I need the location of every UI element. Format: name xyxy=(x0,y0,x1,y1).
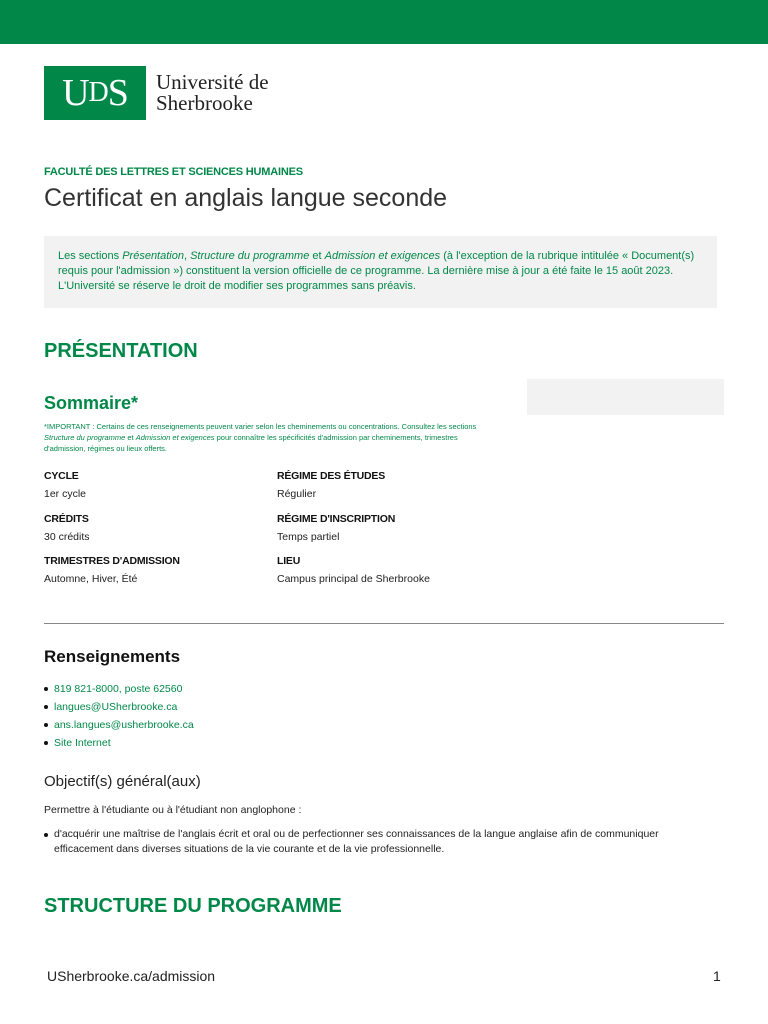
contact-phone-link[interactable]: 819 821-8000, poste 62560 xyxy=(44,680,194,698)
notice-em-presentation: Présentation xyxy=(122,250,184,262)
uds-logo-mark xyxy=(44,66,146,120)
important-em-structure: Structure du programme xyxy=(44,433,126,442)
contact-website-link[interactable]: Site Internet xyxy=(44,734,194,752)
fact-regime-inscription xyxy=(277,513,507,543)
structure-heading: STRUCTURE DU PROGRAMME xyxy=(44,895,342,917)
contact-email-ans-link[interactable]: ans.langues@usherbrooke.ca xyxy=(44,716,194,734)
logo-mark-glyph-d: D xyxy=(88,77,108,108)
objectif-item: d'acquérir une maîtrise de l'anglais écrit et oral ou de perfectionner ses connaissances de la langue anglaise afin de communiquer efficacement dans diverses situations de la vie courante et de la vie professionnelle. xyxy=(44,827,684,857)
logo-name-line1: Université de xyxy=(156,70,269,94)
notice-text-4: (à l'exception de la rubrique intitulée « Document(s) requis pour l'admission ») constituent la version officielle de ce programme. La dernière mise à jour a été faite le 15 août 2023. L'Université se réserve le droit de modifier ses programmes sans préavis. xyxy=(58,250,695,292)
important-text-3: pour connaître les spécificités d'admission par cheminements, trimestres d'admission, régimes ou lieux offerts. xyxy=(44,433,458,453)
fact-label: RÉGIME D'INSCRIPTION xyxy=(277,513,396,525)
important-text-2: et xyxy=(125,433,136,442)
logo-name-line2: Sherbrooke xyxy=(156,91,253,115)
contact-list xyxy=(44,680,194,752)
fact-label: RÉGIME DES ÉTUDES xyxy=(277,470,386,482)
footer-admission-url[interactable]: USherbrooke.ca/admission xyxy=(47,968,216,984)
notice-text-2: , xyxy=(183,250,191,262)
presentation-heading: PRÉSENTATION xyxy=(44,340,198,362)
renseignements-heading: Renseignements xyxy=(44,647,181,666)
fact-lieu xyxy=(277,555,507,585)
fact-value: Régulier xyxy=(277,488,317,500)
fact-trimestres xyxy=(44,555,274,585)
contact-email-link[interactable]: langues@USherbrooke.ca xyxy=(44,698,194,716)
top-green-bar xyxy=(0,0,768,44)
fact-label: LIEU xyxy=(277,555,301,567)
important-note xyxy=(44,421,494,454)
fact-value: Automne, Hiver, Été xyxy=(44,573,138,585)
fact-regime-etudes xyxy=(277,470,507,500)
notice-text-1: Les sections xyxy=(58,250,123,262)
sidebar-placeholder-box xyxy=(527,379,724,415)
important-em-admission: Admission et exigences xyxy=(135,433,215,442)
official-version-notice xyxy=(44,236,717,308)
notice-em-admission: Admission et exigences xyxy=(324,250,441,262)
fact-label: TRIMESTRES D'ADMISSION xyxy=(44,555,180,567)
page-title: Certificat en anglais langue seconde xyxy=(44,184,448,212)
objectifs-intro: Permettre à l'étudiante ou à l'étudiant non anglophone : xyxy=(44,804,302,816)
logo-wordmark xyxy=(156,72,269,114)
fact-credits xyxy=(44,513,274,543)
fact-value: Temps partiel xyxy=(277,531,340,543)
page-number: 1 xyxy=(713,968,721,984)
university-logo[interactable] xyxy=(44,66,269,120)
fact-label: CRÉDITS xyxy=(44,513,89,525)
faculty-name: FACULTÉ DES LETTRES ET SCIENCES HUMAINES xyxy=(44,166,303,178)
fact-label: CYCLE xyxy=(44,470,79,482)
objectifs-heading: Objectif(s) général(aux) xyxy=(44,773,201,790)
objectifs-list xyxy=(44,827,684,857)
logo-mark-glyph-s: S xyxy=(107,72,128,114)
fact-value: 30 crédits xyxy=(44,531,90,543)
fact-value: 1er cycle xyxy=(44,488,87,500)
notice-text-3: et xyxy=(309,250,325,262)
fact-value: Campus principal de Sherbrooke xyxy=(277,573,430,585)
fact-cycle xyxy=(44,470,274,500)
logo-mark-glyph-u: U xyxy=(62,72,89,114)
notice-em-structure: Structure du programme xyxy=(190,250,310,262)
sommaire-heading: Sommaire* xyxy=(44,393,139,413)
section-divider xyxy=(44,623,724,624)
important-text-1: *IMPORTANT : Certains de ces renseignements peuvent varier selon les cheminements ou concentrations. Consultez les sections xyxy=(44,422,477,431)
